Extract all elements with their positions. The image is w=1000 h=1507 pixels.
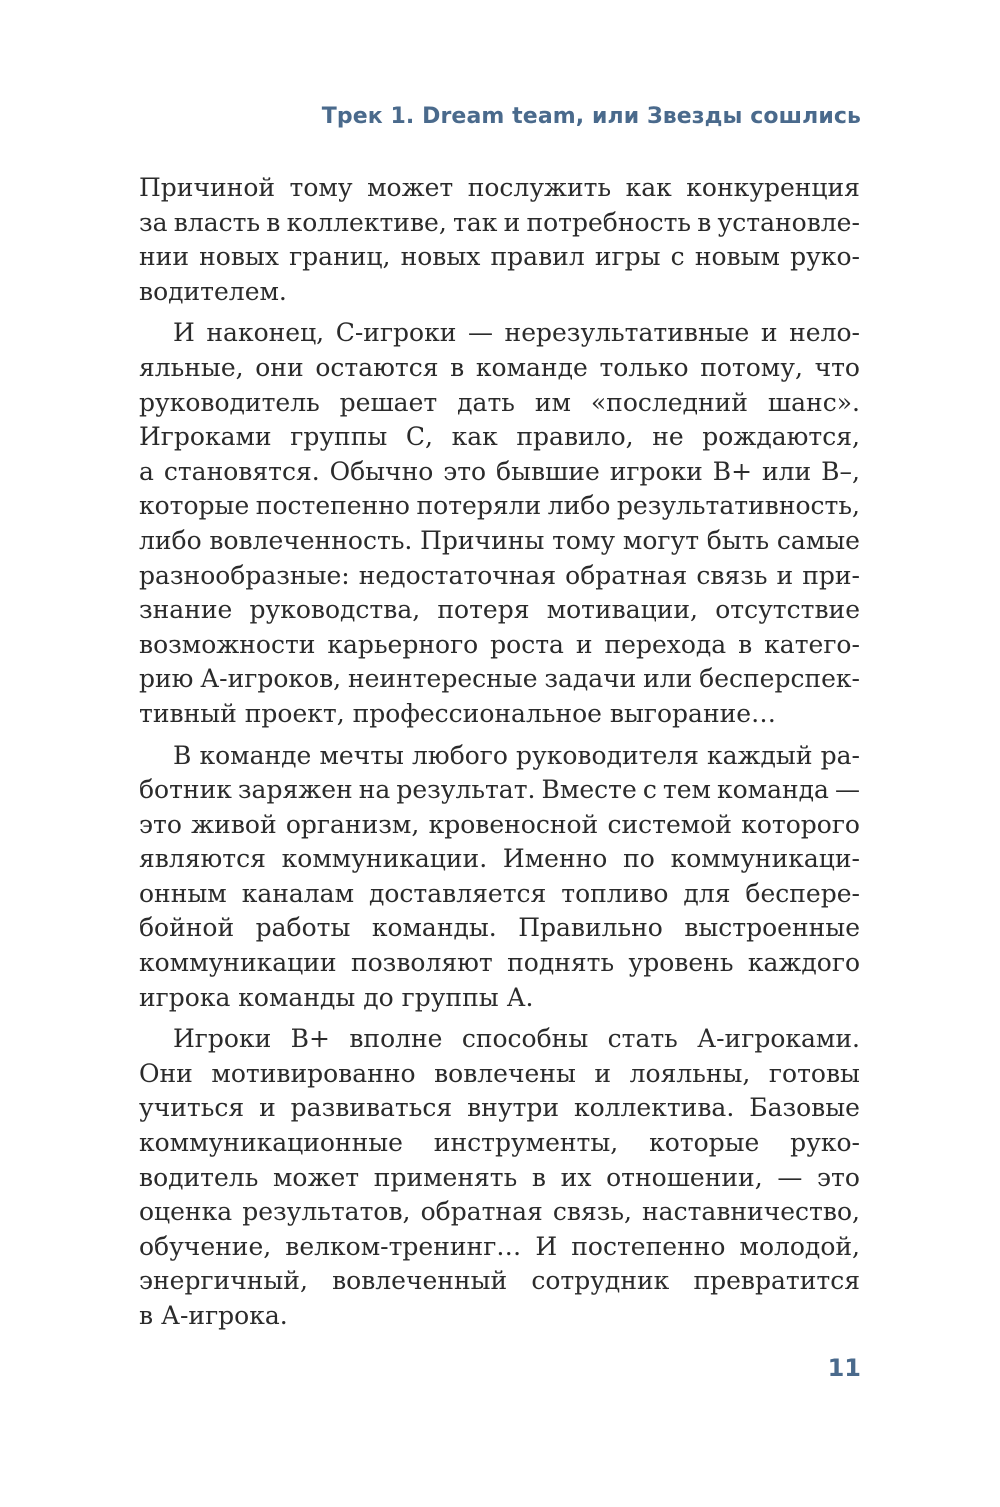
word: работы xyxy=(255,913,351,943)
word: Игроками xyxy=(139,422,272,452)
word: решает xyxy=(339,387,438,417)
word: быть xyxy=(706,525,770,555)
word: «последний xyxy=(590,387,748,417)
text-line xyxy=(139,946,860,981)
word: становятся. xyxy=(163,456,320,486)
word: Вместе xyxy=(541,775,637,805)
paragraph xyxy=(139,739,860,1016)
word: являются xyxy=(139,844,266,874)
text-line xyxy=(139,386,860,421)
word: ботник xyxy=(139,775,232,805)
word: игроки xyxy=(609,456,703,486)
word: наставничество, xyxy=(642,1197,860,1227)
text-line xyxy=(139,206,860,241)
word: по xyxy=(623,844,655,874)
word: в xyxy=(266,207,281,237)
word: потребность xyxy=(526,207,692,237)
running-header-title: Трек 1. Dream team, или Звезды сошлись xyxy=(321,104,861,129)
word: Причиной xyxy=(139,173,276,202)
word: позволяют xyxy=(350,948,493,978)
text-line xyxy=(139,628,860,663)
text-line xyxy=(139,842,860,877)
word: недостаточная xyxy=(358,560,557,590)
text-line xyxy=(139,877,860,912)
word: потеря xyxy=(437,595,530,625)
word: рию xyxy=(139,664,194,694)
word: а xyxy=(139,456,154,486)
word: что xyxy=(814,352,860,382)
word: обратная xyxy=(420,1197,543,1227)
word: результат. xyxy=(396,775,536,805)
word: ра- xyxy=(820,740,860,770)
word: это xyxy=(139,809,182,839)
text-line xyxy=(139,773,860,808)
word: каждого xyxy=(747,948,860,978)
word: системой xyxy=(607,809,732,839)
word: нии xyxy=(139,242,189,272)
word: бесперспек- xyxy=(699,664,860,694)
word: результативность, xyxy=(616,491,860,521)
word: разнообразные: xyxy=(139,560,350,590)
word: бывшие xyxy=(496,456,600,486)
word: задачи xyxy=(544,664,637,694)
text-line xyxy=(139,1161,860,1196)
word: Причины xyxy=(420,525,545,555)
word: В–, xyxy=(821,456,860,486)
text-line xyxy=(139,1126,860,1161)
word: А-игроками. xyxy=(697,1024,860,1054)
word: руко- xyxy=(790,242,860,272)
word: руководителя xyxy=(516,740,699,770)
text-line: тивный проект, профессиональное выгорание… xyxy=(139,698,777,728)
word: границ, xyxy=(289,242,391,272)
word: катего- xyxy=(764,629,860,659)
text-line xyxy=(139,455,860,490)
word: или xyxy=(761,456,812,486)
word: команды. xyxy=(371,913,497,943)
text-line xyxy=(139,1264,860,1299)
word: развиваться xyxy=(290,1093,453,1123)
text-line xyxy=(139,524,860,559)
text-line xyxy=(139,240,860,275)
word: может xyxy=(367,173,454,202)
word: С-игроки xyxy=(335,318,457,348)
word: с xyxy=(642,775,657,805)
word: постепенно xyxy=(255,491,410,521)
word: бойной xyxy=(139,913,235,943)
word: доставляется xyxy=(368,878,547,908)
word: команде xyxy=(199,740,312,770)
word: лояльны, xyxy=(629,1058,751,1088)
text-line: игрока команды до группы А. xyxy=(139,982,534,1012)
word: вовлечены xyxy=(434,1058,576,1088)
word: в xyxy=(450,352,465,382)
word: карьерного xyxy=(327,629,479,659)
word: не xyxy=(652,422,684,452)
word: — xyxy=(835,775,860,805)
word: это xyxy=(817,1162,860,1192)
word: команде xyxy=(475,352,588,382)
word: они xyxy=(255,352,304,382)
word: новым xyxy=(694,242,780,272)
word: превратится xyxy=(693,1266,860,1296)
word: конкуренция xyxy=(686,173,860,202)
word: выстроенные xyxy=(684,913,860,943)
word: вовлеченный xyxy=(332,1266,508,1296)
word: водитель xyxy=(139,1162,259,1192)
word: возможности xyxy=(139,629,316,659)
text-line xyxy=(139,1022,860,1057)
word: яльные, xyxy=(139,352,244,382)
word: руко- xyxy=(790,1128,860,1158)
word: велком-тренинг… xyxy=(285,1231,522,1261)
word: уровень xyxy=(628,948,734,978)
word: неинтересные xyxy=(347,664,538,694)
word: организм, xyxy=(285,809,420,839)
text-line xyxy=(139,1057,860,1092)
word: и xyxy=(259,1093,276,1123)
word: и xyxy=(594,1058,612,1088)
word: беспере- xyxy=(745,878,860,908)
word: рождаются, xyxy=(702,422,860,452)
word: это xyxy=(443,456,487,486)
body-text xyxy=(139,171,860,1334)
word: новых xyxy=(199,242,279,272)
paragraph xyxy=(139,316,860,731)
word: Именно xyxy=(502,844,608,874)
word: которого xyxy=(741,809,860,839)
word: с xyxy=(670,242,685,272)
word: для xyxy=(683,878,731,908)
word: команда xyxy=(716,775,829,805)
word: А-игроков, xyxy=(200,664,342,694)
word: правил xyxy=(490,242,585,272)
word: знание xyxy=(139,595,233,625)
word: дать xyxy=(457,387,515,417)
word: кровеносной xyxy=(428,809,599,839)
word: их xyxy=(560,1162,592,1192)
word: в xyxy=(697,207,712,237)
text-line xyxy=(139,662,860,697)
word: отсутствие xyxy=(715,595,860,625)
text-line xyxy=(139,808,860,843)
text-line: в А-игрока. xyxy=(139,1301,288,1330)
word: готовы xyxy=(768,1058,860,1088)
word: в xyxy=(738,629,753,659)
word: группы xyxy=(290,422,388,452)
word: тому xyxy=(552,525,616,555)
word: Игроки xyxy=(173,1024,272,1054)
text-line xyxy=(139,316,860,351)
word: либо xyxy=(547,491,611,521)
word: постепенно xyxy=(571,1231,726,1261)
word: перехода xyxy=(604,629,727,659)
word: Базовые xyxy=(749,1093,860,1123)
text-line xyxy=(139,171,860,206)
paragraph xyxy=(139,1022,860,1333)
text-line xyxy=(139,559,860,594)
word: — xyxy=(777,1162,803,1192)
word: в xyxy=(531,1162,546,1192)
word: стать xyxy=(607,1024,678,1054)
word: за xyxy=(139,207,168,237)
text-line xyxy=(139,1230,860,1265)
word: внутри xyxy=(467,1093,560,1123)
word: связь xyxy=(696,560,768,590)
word: мотивированно xyxy=(211,1058,416,1088)
word: любого xyxy=(412,740,508,770)
word: коллективе, xyxy=(286,207,447,237)
word: Они xyxy=(139,1058,193,1088)
word: И xyxy=(535,1231,558,1261)
word: как xyxy=(451,422,498,452)
word: результатов, xyxy=(242,1197,411,1227)
text-line xyxy=(139,911,860,946)
word: каждый xyxy=(707,740,813,770)
word: роста xyxy=(490,629,564,659)
word: В+ xyxy=(290,1024,330,1054)
word: потеряли xyxy=(416,491,542,521)
word: применять xyxy=(373,1162,518,1192)
word: коммуникации. xyxy=(281,844,488,874)
text-line: водителем. xyxy=(139,276,287,306)
page-number: 11 xyxy=(827,1354,861,1382)
word: самые xyxy=(776,525,860,555)
word: — xyxy=(467,318,493,348)
word: может xyxy=(272,1162,360,1192)
word: на xyxy=(358,775,391,805)
word: правило, xyxy=(516,422,634,452)
word: могут xyxy=(622,525,700,555)
word: послужить xyxy=(467,173,612,202)
text-line xyxy=(139,739,860,774)
word: обучение, xyxy=(139,1231,272,1261)
word: как xyxy=(625,173,672,202)
word: и xyxy=(776,560,794,590)
word: коллектива. xyxy=(573,1093,735,1123)
word: онным xyxy=(139,878,227,908)
word: Обычно xyxy=(329,456,434,486)
word: так xyxy=(452,207,498,237)
word: коммуникационные xyxy=(139,1128,403,1158)
word: вполне xyxy=(349,1024,443,1054)
word: оценка xyxy=(139,1197,233,1227)
word: тем xyxy=(662,775,711,805)
word: им xyxy=(534,387,571,417)
word: С, xyxy=(405,422,433,452)
word: игры xyxy=(594,242,661,272)
word: установле- xyxy=(717,207,860,237)
word: заряжен xyxy=(237,775,353,805)
word: И xyxy=(173,318,195,348)
word: потому, xyxy=(700,352,803,382)
word: мечты xyxy=(319,740,404,770)
word: В xyxy=(173,740,192,770)
word: В+ xyxy=(712,456,753,486)
word: либо xyxy=(139,525,202,555)
word: которые xyxy=(139,491,250,521)
word: власть xyxy=(173,207,261,237)
word: связь, xyxy=(552,1197,632,1227)
word: каналам xyxy=(241,878,355,908)
word: учиться xyxy=(139,1093,245,1123)
text-line xyxy=(139,593,860,628)
text-line xyxy=(139,351,860,386)
word: которые xyxy=(649,1128,760,1158)
word: способны xyxy=(461,1024,589,1054)
word: шанс». xyxy=(767,387,860,417)
word: обратная xyxy=(565,560,688,590)
word: нело- xyxy=(789,318,860,348)
word: руководства, xyxy=(249,595,421,625)
word: коммуникаци- xyxy=(670,844,860,874)
word: остаются xyxy=(315,352,439,382)
word: живой xyxy=(191,809,277,839)
paragraph xyxy=(139,171,860,309)
word: инструменты, xyxy=(433,1128,619,1158)
text-line xyxy=(139,420,860,455)
word: сотрудник xyxy=(531,1266,670,1296)
word: энергичный, xyxy=(139,1266,308,1296)
word: Правильно xyxy=(518,913,663,943)
word: поднять xyxy=(507,948,615,978)
text-line xyxy=(139,1091,860,1126)
word: тому xyxy=(289,173,353,202)
word: и xyxy=(503,207,521,237)
word: коммуникации xyxy=(139,948,337,978)
word: молодой, xyxy=(739,1231,860,1261)
word: руководитель xyxy=(139,387,320,417)
word: наконец, xyxy=(206,318,325,348)
word: только xyxy=(599,352,689,382)
word: вовлеченность. xyxy=(209,525,413,555)
word: при- xyxy=(802,560,860,590)
text-line xyxy=(139,489,860,524)
word: и xyxy=(575,629,593,659)
word: нерезультативные xyxy=(504,318,750,348)
word: и xyxy=(760,318,778,348)
word: мотивации, xyxy=(546,595,699,625)
text-line xyxy=(139,1195,860,1230)
word: отношении, xyxy=(606,1162,763,1192)
word: новых xyxy=(400,242,481,272)
word: или xyxy=(643,664,693,694)
word: топливо xyxy=(561,878,669,908)
